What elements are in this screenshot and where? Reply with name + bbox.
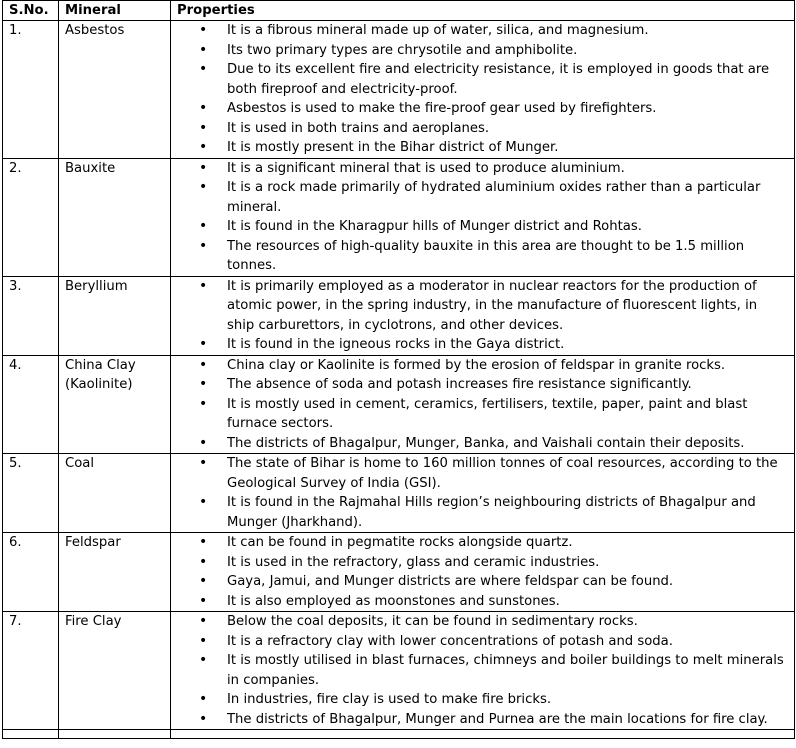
table-row (3, 454, 795, 533)
property-item: • It is used in the refractory, glass and ceramic industries. (177, 553, 788, 573)
table-row (3, 355, 795, 454)
header-mineral: Mineral (59, 1, 171, 21)
table-row-continuation (3, 730, 795, 739)
cell-properties (171, 612, 795, 730)
property-item: • Gaya, Jamui, and Munger districts are where feldspar can be found. (177, 572, 788, 592)
cell-sno: 6. (3, 533, 59, 612)
property-item: • Below the coal deposits, it can be found in sedimentary rocks. (177, 612, 788, 632)
property-item: • Due to its excellent fire and electricity resistance, it is employed in goods that are both fireproof and electricity-proof. (177, 60, 788, 99)
cell-sno: 5. (3, 454, 59, 533)
cell-mineral: Asbestos (59, 21, 171, 159)
property-item: • It is a fibrous mineral made up of water, silica, and magnesium. (177, 21, 788, 41)
table-body (3, 21, 795, 739)
cell-mineral: Coal (59, 454, 171, 533)
property-item: • In industries, fire clay is used to make fire bricks. (177, 690, 788, 710)
property-item: • It is used in both trains and aeroplanes. (177, 119, 788, 139)
cell-mineral: China Clay (Kaolinite) (59, 355, 171, 454)
cell-sno: 1. (3, 21, 59, 159)
cell-mineral: Beryllium (59, 276, 171, 355)
cell-sno: 3. (3, 276, 59, 355)
cell-properties (171, 158, 795, 276)
property-item: • China clay or Kaolinite is formed by the erosion of feldspar in granite rocks. (177, 356, 788, 376)
cell-mineral: Feldspar (59, 533, 171, 612)
continuation-cell (3, 730, 59, 739)
property-item: • It is a refractory clay with lower concentrations of potash and soda. (177, 632, 788, 652)
property-item: • It is mostly present in the Bihar district of Munger. (177, 138, 788, 158)
table-row (3, 21, 795, 159)
property-item: • The resources of high-quality bauxite in this area are thought to be 1.5 million tonnes. (177, 237, 788, 276)
property-item: • It is primarily employed as a moderator in nuclear reactors for the production of atomic power, in the spring industry, in the manufacture of fluorescent lights, in ship carburettors, in cyclotrons, and other devices. (177, 277, 788, 336)
property-item: • It is found in the igneous rocks in the Gaya district. (177, 335, 788, 355)
cell-properties (171, 355, 795, 454)
properties-list (177, 454, 788, 532)
table-header-row (3, 1, 795, 21)
table-row (3, 276, 795, 355)
property-item: • It is mostly utilised in blast furnaces, chimneys and boiler buildings to melt minerals in companies. (177, 651, 788, 690)
properties-list (177, 21, 788, 158)
cell-sno: 4. (3, 355, 59, 454)
table-row (3, 158, 795, 276)
properties-list (177, 533, 788, 611)
property-item: • It is a significant mineral that is used to produce aluminium. (177, 159, 788, 179)
property-item: • It is also employed as moonstones and sunstones. (177, 592, 788, 612)
properties-list (177, 612, 788, 729)
minerals-table (2, 0, 795, 739)
property-item: • Its two primary types are chrysotile and amphibolite. (177, 41, 788, 61)
cell-mineral: Bauxite (59, 158, 171, 276)
property-item: • It can be found in pegmatite rocks alongside quartz. (177, 533, 788, 553)
cell-properties (171, 276, 795, 355)
cell-properties (171, 21, 795, 159)
properties-list (177, 277, 788, 355)
table-row (3, 612, 795, 730)
header-sno: S.No. (3, 1, 59, 21)
property-item: • It is found in the Kharagpur hills of Munger district and Rohtas. (177, 217, 788, 237)
property-item: • The districts of Bhagalpur, Munger and Purnea are the main locations for fire clay. (177, 710, 788, 730)
continuation-cell (59, 730, 171, 739)
property-item: • Asbestos is used to make the fire-proof gear used by firefighters. (177, 99, 788, 119)
continuation-cell (171, 730, 795, 739)
cell-sno: 7. (3, 612, 59, 730)
property-item: • It is found in the Rajmahal Hills region’s neighbouring districts of Bhagalpur and Munger (Jharkhand). (177, 493, 788, 532)
cell-mineral: Fire Clay (59, 612, 171, 730)
property-item: • The absence of soda and potash increases fire resistance significantly. (177, 375, 788, 395)
property-item: • The districts of Bhagalpur, Munger, Banka, and Vaishali contain their deposits. (177, 434, 788, 454)
cell-sno: 2. (3, 158, 59, 276)
cell-properties (171, 454, 795, 533)
header-properties: Properties (171, 1, 795, 21)
properties-list (177, 356, 788, 454)
table-row (3, 533, 795, 612)
property-item: • The state of Bihar is home to 160 million tonnes of coal resources, according to the Geological Survey of India (GSI). (177, 454, 788, 493)
property-item: • It is mostly used in cement, ceramics, fertilisers, textile, paper, paint and blast furnace sectors. (177, 395, 788, 434)
cell-properties (171, 533, 795, 612)
property-item: • It is a rock made primarily of hydrated aluminium oxides rather than a particular mineral. (177, 178, 788, 217)
properties-list (177, 159, 788, 276)
